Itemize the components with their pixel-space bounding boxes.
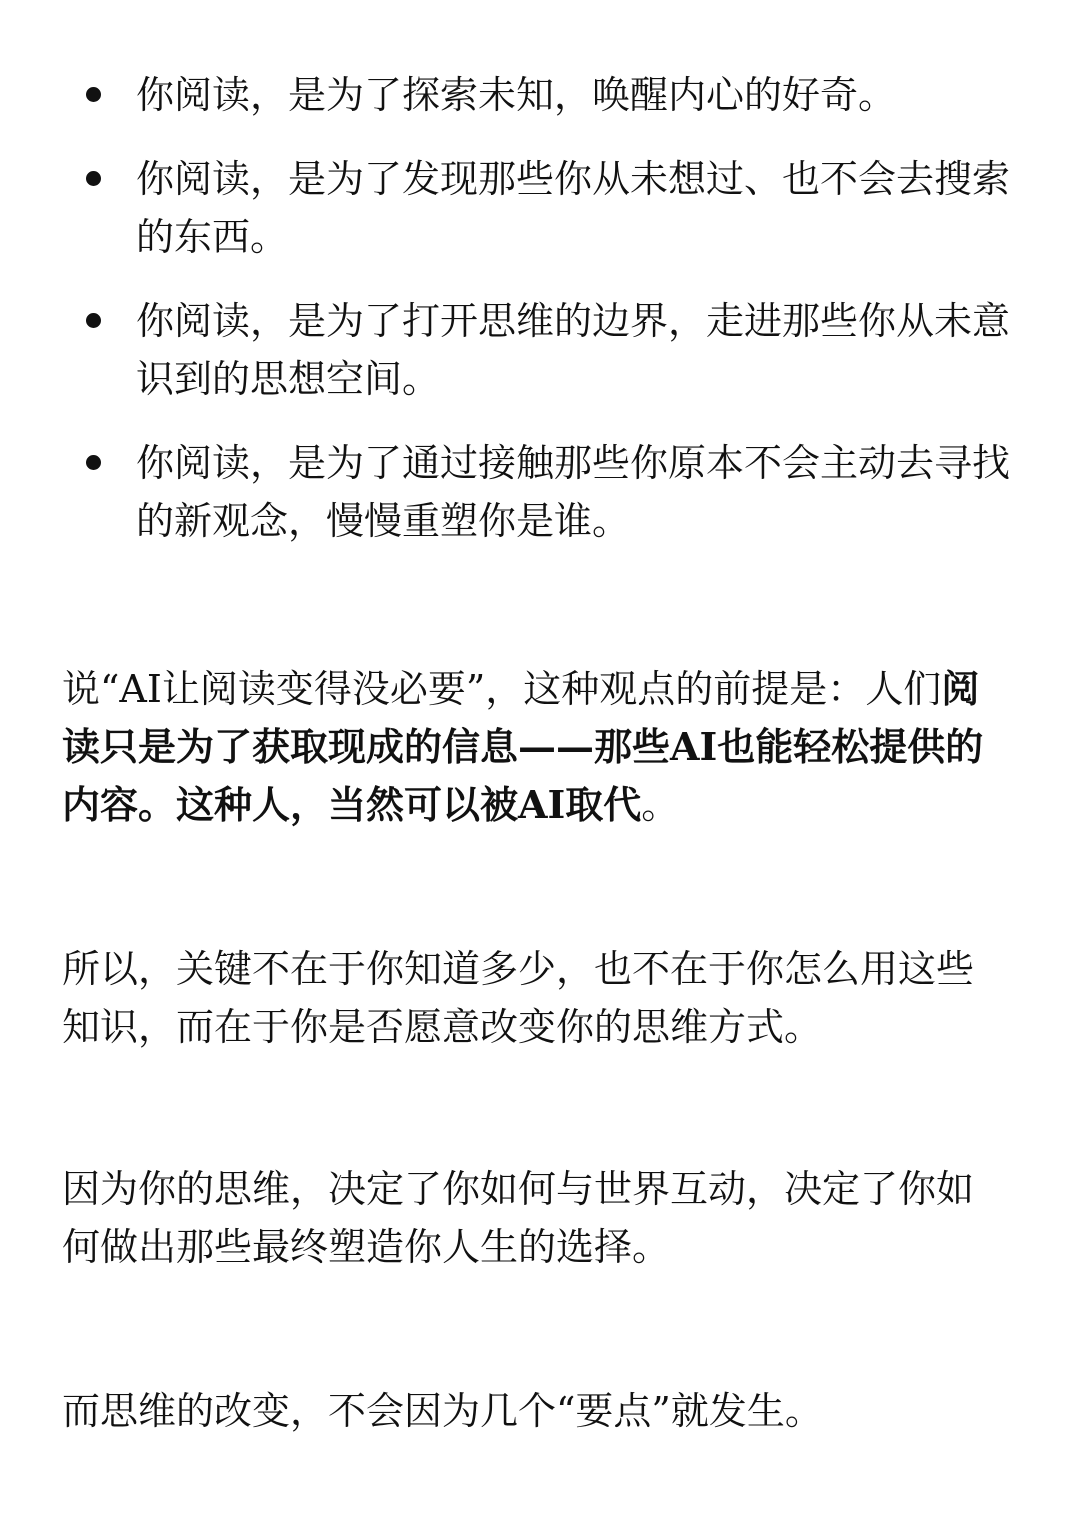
list-item: [0, 292, 1080, 408]
list-item: [0, 66, 1080, 124]
closing-paragraph: 而思维的改变，不会因为几个“要点”就发生。: [62, 1389, 823, 1433]
bullet-icon: [86, 455, 101, 470]
list-item: [0, 150, 1080, 266]
bullet-icon: [86, 87, 101, 102]
ai-premise-paragraph: [62, 660, 1002, 834]
ai-premise-tail: 。: [641, 783, 680, 827]
list-item-text: 你阅读，是为了打开思维的边界，走进那些你从未意识到的思想空间。: [136, 299, 1011, 401]
bullet-icon: [86, 171, 101, 186]
list-item: [0, 434, 1080, 550]
thinking-paragraph: 因为你的思维，决定了你如何与世界互动，决定了你如何做出那些最终塑造你人生的选择。: [62, 1167, 975, 1269]
list-item-text: 你阅读，是为了通过接触那些你原本不会主动去寻找的新观念，慢慢重塑你是谁。: [136, 441, 1011, 543]
ai-premise-text: 说“AI让阅读变得没必要”，这种观点的前提是：人们: [62, 667, 942, 711]
key-point-paragraph: 所以，关键不在于你知道多少，也不在于你怎么用这些知识，而在于你是否愿意改变你的思维方式。: [62, 947, 975, 1049]
reading-purpose-list: [0, 66, 1080, 576]
list-item-text: 你阅读，是为了发现那些你从未想过、也不会去搜索的东西。: [136, 157, 1011, 259]
bullet-icon: [86, 313, 101, 328]
ai-premise-bold-text: 阅读只是为了获取现成的信息——那些AI也能轻松提供的内容。这种人，当然可以被AI取代: [62, 666, 984, 827]
list-item-text: 你阅读，是为了探索未知，唤醒内心的好奇。: [136, 73, 897, 117]
